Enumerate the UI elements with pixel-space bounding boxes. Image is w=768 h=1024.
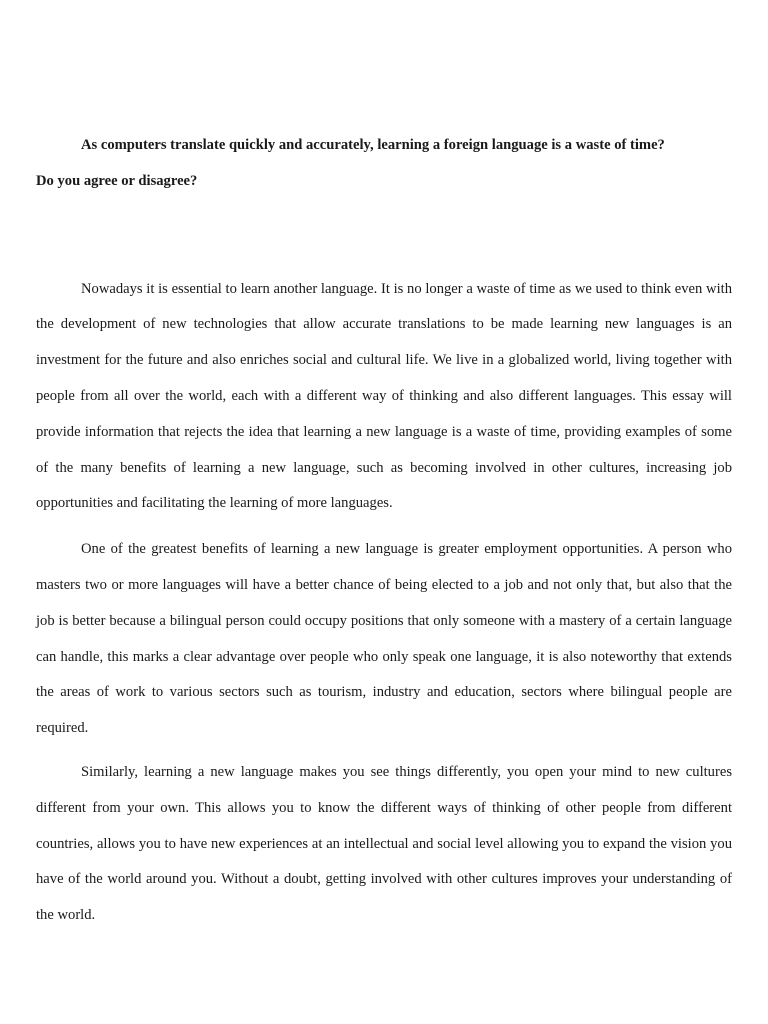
paragraph-employment: One of the greatest benefits of learning a new language is greater employment opportunities. A person who masters two or more languages will have a better chance of being elected to a job and not only that, but also that the job is better because a bilingual person could occupy positions that only someone with a mastery of a certain language can handle, this marks a clear advantage over people who only speak one language, it is also noteworthy that extends the areas of work to various sectors such as tourism, industry and education, sectors where bilingual people are required. [36, 541, 732, 737]
paragraph-cultures: Similarly, learning a new language makes you see things differently, you open your mind to new cultures different from your own. This allows you to know the different ways of thinking of other people from different countries, allows you to have new experiences at an intellectual and social level allowing you to expand the vision you have of the world around you. Without a doubt, getting involved with other cultures improves your understanding of the world. [36, 763, 732, 924]
essay-body [36, 272, 732, 934]
essay-title-line-2: Do you agree or disagree? [36, 172, 198, 189]
document-content [36, 128, 732, 934]
essay-title [36, 128, 732, 200]
essay-title-line-1: As computers translate quickly and accurately, learning a foreign language is a waste of time? [81, 137, 665, 153]
paragraph-introduction: Nowadays it is essential to learn another language. It is no longer a waste of time as we used to think even with the development of new technologies that allow accurate translations to be made learning new languages is an investment for the future and also enriches social and cultural life. We live in a globalized world, living together with people from all over the world, each with a different way of thinking and also different languages. This essay will provide information that rejects the idea that learning a new language is a waste of time, providing examples of some of the many benefits of learning a new language, such as becoming involved in other cultures, increasing job opportunities and facilitating the learning of more languages. [36, 280, 732, 512]
